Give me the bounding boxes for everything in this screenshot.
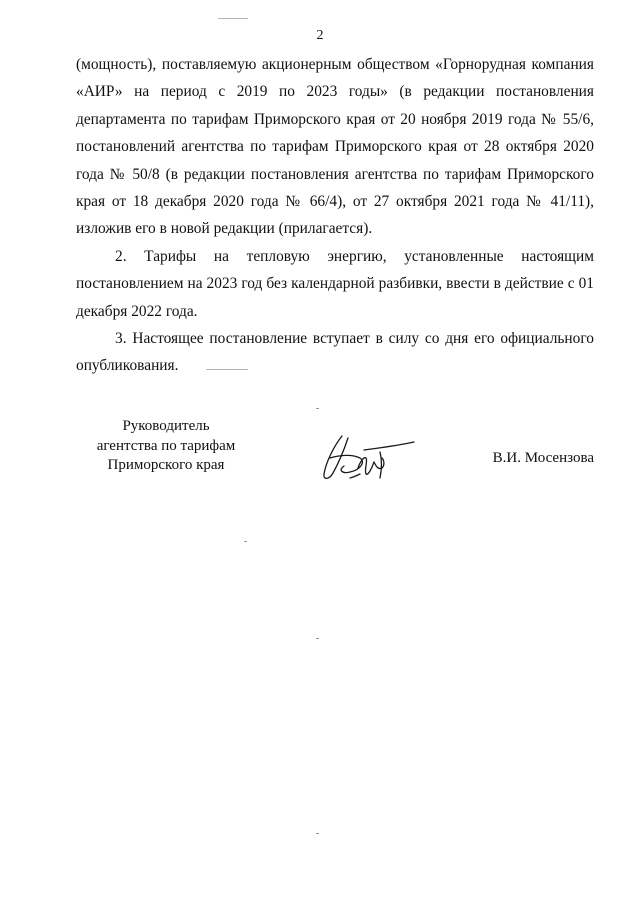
paragraph-continuation: (мощность), поставляемую акционерным обществом «Горнорудная компания «АИР» на период с 2019 по 2023 годы» (в редакции постановления департамента по тарифам Приморского края от 20 ноября 2019 года № 55/6, постановлений агентства по тарифам Приморского края от 28 октября 2020 года № 50/8 (в редакции постановления агентства по тарифам Приморского края от 18 декабря 2020 года № 66/4), от 27 октября 2021 года № 41/11), изложив его в новой редакции (прилагается). (76, 56, 594, 238)
signatory-title-line-1: Руководитель (122, 418, 210, 434)
scan-speck (316, 408, 319, 409)
document-body (76, 51, 594, 380)
scan-speck (218, 18, 248, 19)
scan-speck (206, 369, 248, 370)
signatory-title-line-3: Приморского края (107, 457, 225, 473)
scan-speck (316, 833, 319, 834)
handwritten-signature (320, 428, 420, 486)
paragraph-2: 2. Тарифы на тепловую энергию, установленные настоящим постановлением на 2023 год без календарной разбивки, ввести в действие с 01 декабря 2022 года. (76, 247, 594, 320)
scan-speck (316, 638, 319, 639)
signatory-title (76, 417, 256, 476)
page-number: 2 (316, 28, 324, 43)
paragraph-3: 3. Настоящее постановление вступает в силу со дня его официального опубликования. (76, 330, 594, 375)
scan-speck (244, 541, 247, 542)
signatory-title-line-2: агентства по тарифам (96, 437, 236, 454)
signatory-name: В.И. Мосензова (492, 450, 594, 466)
